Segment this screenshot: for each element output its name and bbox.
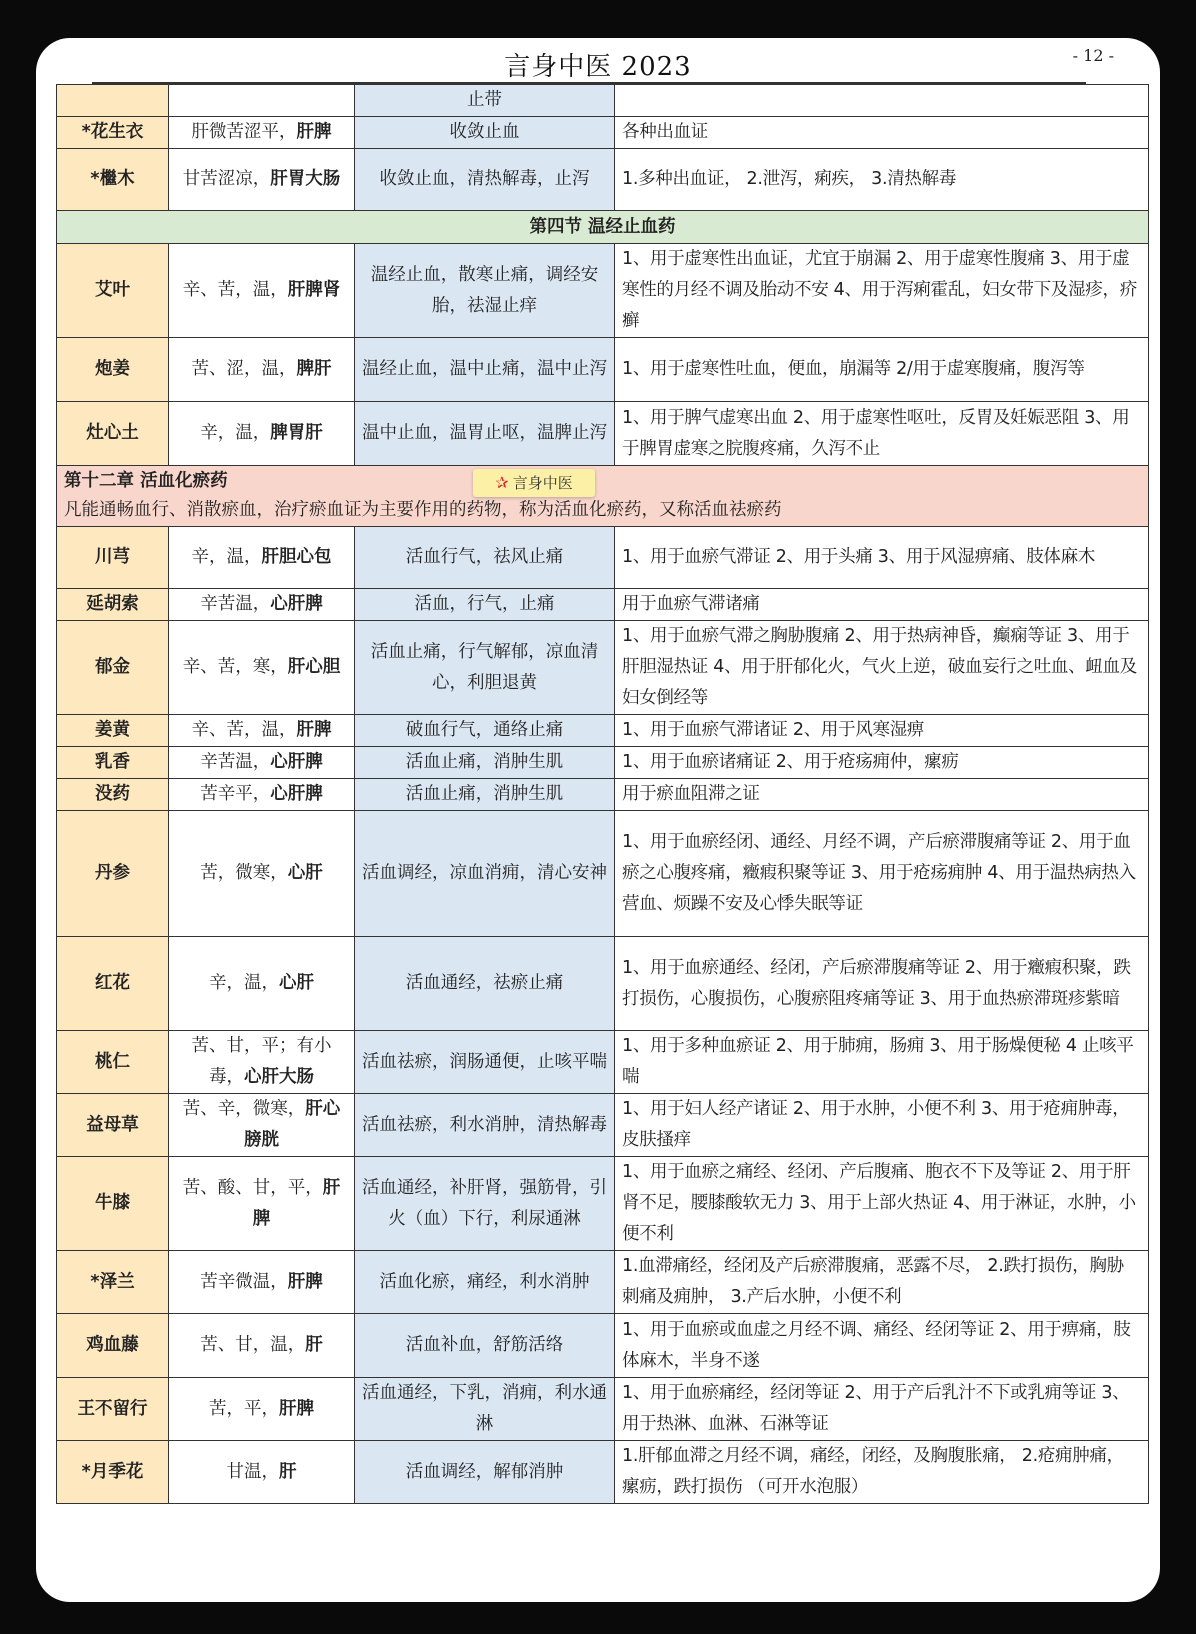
herb-nature [169, 402, 355, 466]
herb-name: 乳香 [57, 747, 169, 779]
herb-row [57, 937, 1149, 1031]
herb-row [57, 1094, 1149, 1157]
herb-usage: 1、用于血瘀痛经，经闭等证 2、用于产后乳汁不下或乳痈等证 3、用于热淋、血淋、石淋等证 [615, 1378, 1149, 1441]
nature-text: 苦、酸、甘，平， [182, 1177, 323, 1198]
herb-name: 没药 [57, 779, 169, 811]
herb-row [57, 402, 1149, 466]
herb-effect: 活血祛瘀，利水消肿，清热解毒 [355, 1094, 615, 1157]
herb-effect: 活血止痛，消肿生肌 [355, 747, 615, 779]
nature-text: 苦辛平， [200, 784, 271, 804]
herb-nature [169, 589, 355, 621]
herb-effect: 止带 [355, 85, 615, 117]
herb-usage: 1.血滞痛经，经闭及产后瘀滞腹痛，恶露不尽， 2.跌打损伤，胸胁刺痛及痈肿， 3.产后水肿，小便不利 [615, 1251, 1149, 1314]
meridian-text: 肝心膀胱 [244, 1099, 341, 1150]
meridian-text: 脾胃肝 [270, 423, 323, 443]
herb-name: *檵木 [57, 149, 169, 211]
herb-effect: 温中止血，温胃止呕，温脾止泻 [355, 402, 615, 466]
meridian-text: 肝 [305, 1335, 323, 1355]
meridian-text: 心肝脾 [270, 784, 323, 804]
herb-usage: 各种出血证 [615, 117, 1149, 149]
herb-row [57, 1251, 1149, 1314]
herb-nature [169, 1157, 355, 1251]
meridian-text: 肝胃大肠 [270, 169, 341, 189]
star-icon: ✰ [495, 473, 509, 492]
herb-row [57, 1314, 1149, 1378]
meridian-text: 心肝脾 [270, 594, 323, 614]
herb-table [56, 84, 1149, 1504]
herb-nature [169, 1031, 355, 1094]
chapter-cell [57, 466, 1149, 527]
herb-row [57, 1441, 1149, 1504]
nature-text: 辛、苦，温， [182, 280, 288, 300]
herb-usage: 1、用于血瘀通经、经闭，产后瘀滞腹痛等证 2、用于癥瘕积聚，跌打损伤，心腹损伤，心腹瘀阻疼痛等证 3、用于血热瘀滞斑疹紫暗 [615, 937, 1149, 1031]
herb-usage: 1、用于血瘀经闭、通经、月经不调，产后瘀滞腹痛等证 2、用于血瘀之心腹疼痛，癥瘕积聚等证 3、用于疮疡痈肿 4、用于温热病热入营血、烦躁不安及心悸失眠等证 [615, 811, 1149, 937]
herb-row [57, 244, 1149, 338]
herb-usage: 1.肝郁血滞之月经不调，痛经，闭经，及胸腹胀痛， 2.疮痈肿痛，瘰疬，跌打损伤 （可开水泡服） [615, 1441, 1149, 1504]
herb-usage: 1.多种出血证， 2.泄泻，痢疾， 3.清热解毒 [615, 149, 1149, 211]
herb-usage: 1、用于虚寒性出血证，尤宜于崩漏 2、用于虚寒性腹痛 3、用于虚寒性的月经不调及胎动不安 4、用于泻痢霍乱，妇女带下及湿疹，疥癣 [615, 244, 1149, 338]
nature-text: 辛、苦，温， [191, 720, 297, 740]
herb-nature [169, 1378, 355, 1441]
meridian-text: 肝 [279, 1461, 297, 1482]
herb-name: *月季花 [57, 1441, 169, 1504]
herb-effect: 温经止血，温中止痛，温中止泻 [355, 338, 615, 402]
section-title: 第四节 温经止血药 [57, 211, 1149, 244]
herb-row [57, 747, 1149, 779]
meridian-text: 心肝 [279, 973, 314, 993]
meridian-text: 肝脾 [279, 1398, 314, 1419]
herb-name: 炮姜 [57, 338, 169, 402]
herb-usage: 1、用于血瘀之痛经、经闭、产后腹痛、胞衣不下及等证 2、用于肝肾不足，腰膝酸软无力 3、用于上部火热证 4、用于淋证，水肿，小便不利 [615, 1157, 1149, 1251]
herb-nature [169, 715, 355, 747]
herb-name [57, 85, 169, 117]
meridian-text: 肝脾 [287, 1271, 323, 1292]
nature-text: 苦，平， [209, 1398, 279, 1419]
meridian-text: 肝心胆 [287, 657, 341, 677]
herb-name: 姜黄 [57, 715, 169, 747]
herb-name: 灶心土 [57, 402, 169, 466]
herb-name: *泽兰 [57, 1251, 169, 1314]
herb-row [57, 715, 1149, 747]
herb-nature [169, 747, 355, 779]
nature-text: 辛，温， [200, 423, 271, 443]
herb-name: 丹参 [57, 811, 169, 937]
herb-name: 桃仁 [57, 1031, 169, 1094]
herb-effect: 活血止痛，行气解郁，凉血清心，利胆退黄 [355, 621, 615, 715]
meridian-text: 肝脾 [296, 122, 332, 142]
herb-row [57, 1031, 1149, 1094]
herb-usage: 1、用于血瘀诸痛证 2、用于疮疡痈仲，瘰疬 [615, 747, 1149, 779]
herb-usage: 1、用于多种血瘀证 2、用于肺痈，肠痈 3、用于肠燥便秘 4 止咳平喘 [615, 1031, 1149, 1094]
nature-text: 苦、涩，温， [191, 359, 297, 379]
meridian-text: 心肝脾 [270, 752, 323, 772]
herb-row [57, 1157, 1149, 1251]
herb-effect: 活血祛瘀，润肠通便，止咳平喘 [355, 1031, 615, 1094]
nature-text: 辛、苦，寒， [182, 657, 288, 677]
chapter-description: 凡能通畅血行、消散瘀血，治疗瘀血证为主要作用的药物，称为活血化瘀药，又称活血祛瘀药 [64, 500, 782, 520]
herb-nature [169, 1094, 355, 1157]
herb-name: 益母草 [57, 1094, 169, 1157]
chapter-row [57, 466, 1149, 527]
nature-text: 辛，温， [191, 547, 262, 567]
herb-name: 王不留行 [57, 1378, 169, 1441]
herb-nature [169, 811, 355, 937]
herb-effect: 收敛止血，清热解毒，止泻 [355, 149, 615, 211]
herb-effect: 活血通经，祛瘀止痛 [355, 937, 615, 1031]
herb-row [57, 811, 1149, 937]
herb-row [57, 589, 1149, 621]
herb-row [57, 527, 1149, 589]
page-title: 言身中医 2023 [504, 52, 692, 82]
nature-text: 辛苦温， [200, 594, 271, 614]
herb-row [57, 149, 1149, 211]
herb-usage: 1、用于血瘀或血虚之月经不调、痛经、经闭等证 2、用于痹痛，肢体麻木，半身不遂 [615, 1314, 1149, 1378]
herb-effect: 破血行气，通络止痛 [355, 715, 615, 747]
herb-usage: 用于血瘀气滞诸痛 [615, 589, 1149, 621]
herb-name: 鸡血藤 [57, 1314, 169, 1378]
herb-nature [169, 937, 355, 1031]
nature-text: 苦、甘，温， [200, 1335, 306, 1355]
herb-usage: 1、用于血瘀气滞之胸胁腹痛 2、用于热病神昏，癫痫等证 3、用于肝胆湿热证 4、用于肝郁化火，气火上逆，破血妄行之吐血、衄血及妇女倒经等 [615, 621, 1149, 715]
herb-effect: 活血通经，补肝肾，强筋骨，引火（血）下行，利尿通淋 [355, 1157, 615, 1251]
stamp-label: 言身中医 [512, 474, 573, 492]
meridian-text: 脾肝 [296, 359, 332, 379]
herb-nature [169, 1314, 355, 1378]
nature-text: 肝微苦涩平， [191, 122, 297, 142]
herb-name: 红花 [57, 937, 169, 1031]
herb-usage: 用于瘀血阻滞之证 [615, 779, 1149, 811]
chapter-title: 第十二章 活血化瘀药 [64, 471, 228, 491]
herb-effect: 活血止痛，消肿生肌 [355, 779, 615, 811]
nature-text: 苦、甘，平；有小毒， [191, 1036, 332, 1087]
herb-nature [169, 1251, 355, 1314]
herb-usage: 1、用于脾气虚寒出血 2、用于虚寒性呕吐，反胃及妊娠恶阻 3、用于脾胃虚寒之脘腹疼痛，久泻不止 [615, 402, 1149, 466]
herb-usage [615, 85, 1149, 117]
herb-nature [169, 1441, 355, 1504]
herb-usage: 1、用于血瘀气滞诸证 2、用于风寒湿痹 [615, 715, 1149, 747]
herb-nature [169, 244, 355, 338]
herb-effect: 活血化瘀，痛经，利水消肿 [355, 1251, 615, 1314]
herb-name: 艾叶 [57, 244, 169, 338]
nature-text: 甘温， [226, 1461, 279, 1482]
herb-nature [169, 117, 355, 149]
nature-text: 辛苦温， [200, 752, 271, 772]
herb-effect: 温经止血，散寒止痛，调经安胎，祛湿止痒 [355, 244, 615, 338]
herb-row [57, 1378, 1149, 1441]
herb-effect: 活血行气，祛风止痛 [355, 527, 615, 589]
meridian-text: 肝脾肾 [287, 280, 341, 300]
nature-text: 辛，温， [209, 973, 279, 993]
meridian-text: 肝胆心包 [261, 547, 332, 567]
herb-effect: 活血调经，解郁消肿 [355, 1441, 615, 1504]
meridian-text: 肝脾 [296, 720, 332, 740]
herb-nature [169, 85, 355, 117]
herb-name: 郁金 [57, 621, 169, 715]
page-number: - 12 - [1072, 46, 1114, 65]
nature-text: 苦，微寒， [200, 863, 288, 883]
meridian-text: 心肝大肠 [244, 1067, 314, 1087]
herb-row [57, 85, 1149, 117]
herb-effect: 活血补血，舒筋活络 [355, 1314, 615, 1378]
section-row [57, 211, 1149, 244]
herb-nature [169, 149, 355, 211]
herb-name: 牛膝 [57, 1157, 169, 1251]
meridian-text: 心肝 [287, 863, 323, 883]
herb-effect: 收敛止血 [355, 117, 615, 149]
document-page [36, 38, 1160, 1602]
herb-name: 川芎 [57, 527, 169, 589]
herb-name: *花生衣 [57, 117, 169, 149]
nature-text: 苦辛微温， [200, 1271, 288, 1292]
herb-nature [169, 527, 355, 589]
watermark-stamp [473, 469, 595, 497]
herb-effect: 活血调经，凉血消痈，清心安神 [355, 811, 615, 937]
herb-nature [169, 779, 355, 811]
herb-nature [169, 338, 355, 402]
herb-row [57, 779, 1149, 811]
herb-usage: 1、用于虚寒性吐血，便血，崩漏等 2/用于虚寒腹痛，腹泻等 [615, 338, 1149, 402]
herb-row [57, 117, 1149, 149]
herb-usage: 1、用于妇人经产诸证 2、用于水肿，小便不利 3、用于疮痈肿毒，皮肤搔痒 [615, 1094, 1149, 1157]
herb-usage: 1、用于血瘀气滞证 2、用于头痛 3、用于风湿痹痛、肢体麻木 [615, 527, 1149, 589]
nature-text: 甘苦涩凉， [182, 169, 271, 189]
herb-name: 延胡索 [57, 589, 169, 621]
meridian-text: 肝脾 [252, 1177, 341, 1229]
herb-row [57, 338, 1149, 402]
page-header [36, 38, 1160, 84]
herb-nature [169, 621, 355, 715]
nature-text: 苦、辛，微寒， [182, 1099, 306, 1119]
herb-row [57, 621, 1149, 715]
herb-effect: 活血，行气，止痛 [355, 589, 615, 621]
herb-effect: 活血通经，下乳，消痈，利水通淋 [355, 1378, 615, 1441]
